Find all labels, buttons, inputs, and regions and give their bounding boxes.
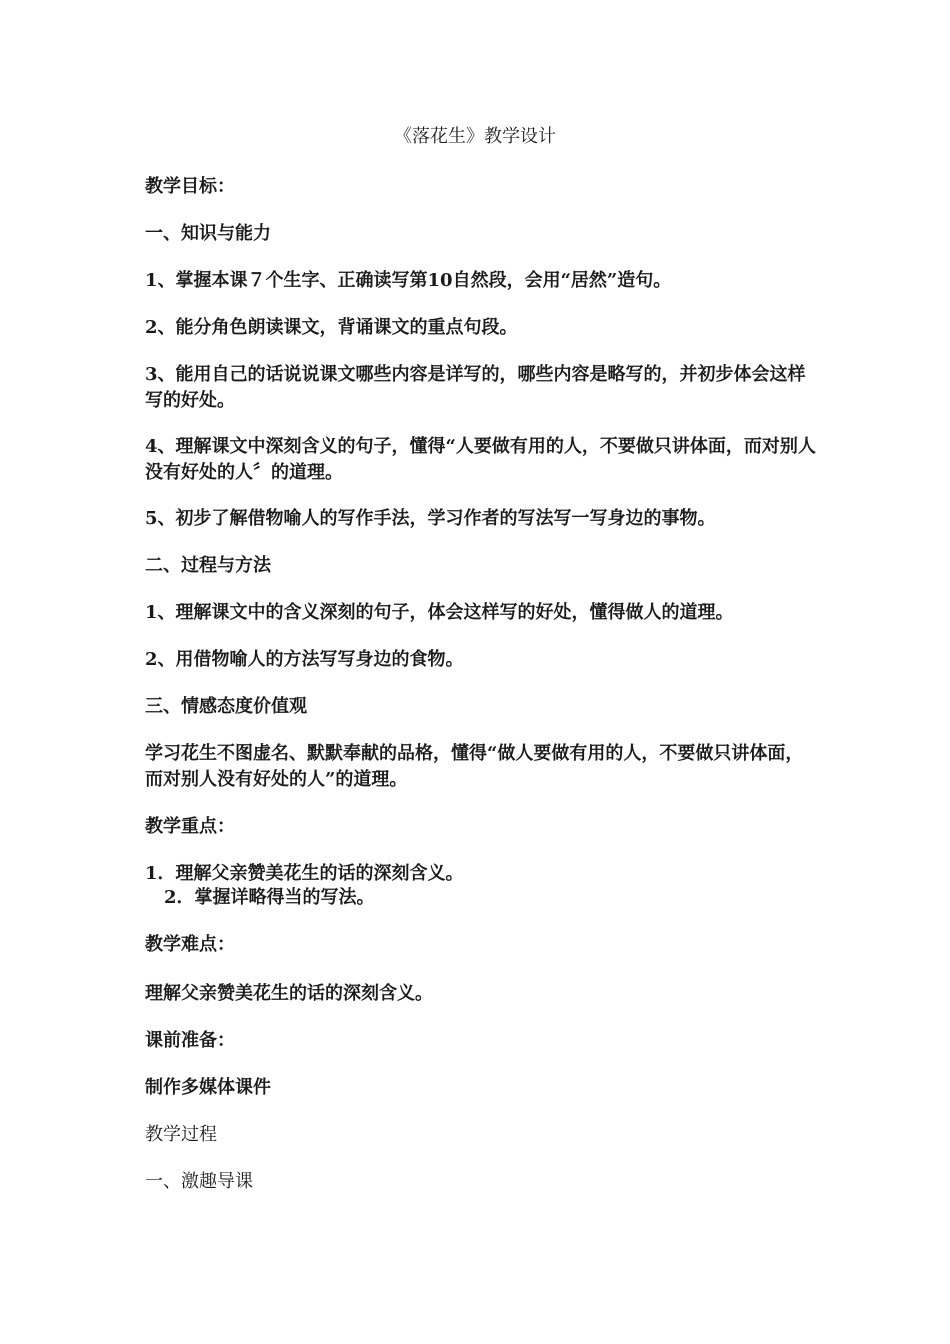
key-point-1: 1．理解父亲赞美花生的话的深刻含义。: [145, 863, 464, 884]
values-text: 学习花生不图虚名、默默奉献的品格，懂得“做人要做有用的人，不要做只讲体面，而对别人没有好处的人”的道理。: [145, 743, 804, 790]
goal-item-3: 3、能用自己的话说说课文哪些内容是详写的，哪些内容是略写的，并初步体会这样写的好处。: [145, 364, 806, 411]
preparation-text: 制作多媒体课件: [145, 1077, 271, 1098]
key-points-heading: 教学重点：: [145, 816, 235, 837]
process-heading: 教学过程: [145, 1124, 217, 1145]
difficulties-heading: 教学难点：: [145, 934, 235, 955]
method-item-2: 2、用借物喻人的方法写写身边的食物。: [145, 649, 464, 670]
goals-heading: 教学目标：: [145, 176, 235, 197]
goal-item-5: 5、初步了解借物喻人的写作手法，学习作者的写法写一写身边的事物。: [145, 508, 716, 529]
preparation-heading: 课前准备：: [145, 1030, 235, 1051]
key-point-2: 2．掌握详略得当的写法。: [164, 887, 375, 908]
goal-item-1: 1、掌握本课７个生字、正确读写第10自然段，会用“居然”造句。: [145, 270, 672, 291]
section-values-heading: 三、情感态度价值观: [145, 696, 307, 717]
document-title: 《落花生》教学设计: [394, 126, 556, 147]
process-step-1: 一、激趣导课: [145, 1171, 253, 1192]
difficulties-text: 理解父亲赞美花生的话的深刻含义。: [145, 983, 433, 1004]
section-knowledge-heading: 一、知识与能力: [145, 223, 271, 244]
section-process-method-heading: 二、过程与方法: [145, 555, 271, 576]
goal-item-4: 4、理解课文中深刻含义的句子，懂得“人要做有用的人，不要做只讲体面，而对别人没有好处的人〞的道理。: [145, 436, 816, 483]
method-item-1: 1、理解课文中的含义深刻的句子，体会这样写的好处，懂得做人的道理。: [145, 602, 734, 623]
goal-item-2: 2、能分角色朗读课文，背诵课文的重点句段。: [145, 317, 518, 338]
